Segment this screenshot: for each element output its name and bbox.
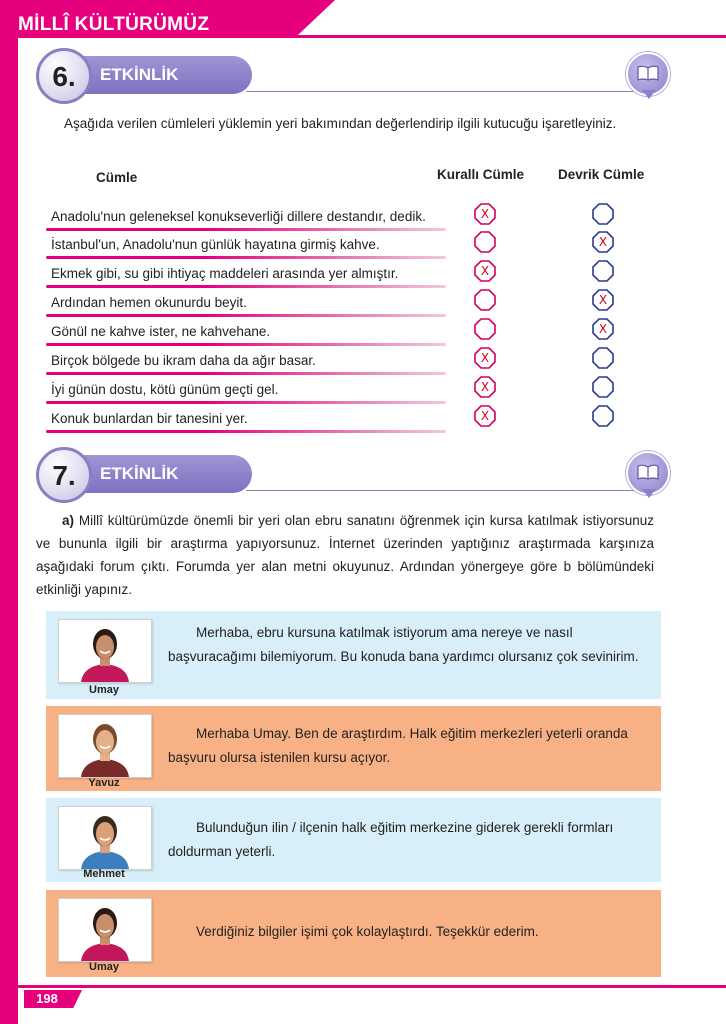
inverted-checkbox[interactable]: [592, 376, 614, 398]
activity-label: ETKİNLİK: [100, 464, 179, 483]
sentence-text: İyi günün dostu, kötü günüm geçti gel.: [51, 382, 279, 397]
check-mark: X: [598, 293, 608, 307]
book-icon: [637, 463, 659, 481]
activity-rule: [246, 490, 661, 491]
check-mark: [474, 231, 496, 253]
check-mark: [592, 405, 614, 427]
forum-message: [46, 798, 661, 882]
sentence-row: [46, 318, 646, 346]
book-icon: [637, 64, 659, 82]
left-margin-strip: [0, 0, 18, 1024]
column-header-regular: Kurallı Cümle: [437, 167, 525, 182]
check-mark: [592, 260, 614, 282]
paragraph-text: Millî kültürümüzde önemli bir yeri olan ebru sanatını öğrenmek için kursa katılmak istiyorsunuz ve bununla ilgili bir araştırma yapıyorsunuz. İnternet üzerinden yaptığınız araştırmada karşınıza aşağıdaki forum çıktı. Forumda yer alan metni okuyunuz. Ardından yönergeye göre b bölümündeki etkinliği yapınız.: [36, 513, 654, 597]
check-mark: X: [480, 351, 490, 365]
sentence-text: Konuk bunlardan bir tanesini yer.: [51, 411, 248, 426]
activity-number: 6.: [36, 48, 92, 104]
avatar: [58, 898, 152, 962]
sentence-text: İstanbul'un, Anadolu'nun günlük hayatına girmiş kahve.: [51, 237, 380, 252]
inverted-checkbox[interactable]: [592, 260, 614, 282]
sentence-row: [46, 260, 646, 288]
activity-6-instruction: Aşağıda verilen cümleleri yüklemin yeri bakımından değerlendirip ilgili kutucuğu işaretleyiniz.: [64, 116, 617, 131]
column-header-sentence: Cümle: [96, 170, 138, 185]
avatar: [58, 619, 152, 683]
regular-checkbox[interactable]: [474, 289, 496, 311]
message-text: Bulunduğun ilin / ilçenin halk eğitim merkezine giderek gerekli formları doldurman yeterli.: [168, 820, 614, 859]
activity-label: ETKİNLİK: [100, 65, 179, 84]
inverted-checkbox[interactable]: [592, 347, 614, 369]
part-label: a): [62, 513, 75, 528]
regular-checkbox[interactable]: [474, 318, 496, 340]
book-badge: [626, 52, 670, 96]
sentence-text: Ardından hemen okunurdu beyit.: [51, 295, 247, 310]
regular-checkbox[interactable]: [474, 405, 496, 427]
message-text: Verdiğiniz bilgiler işimi çok kolaylaştırdı. Teşekkür ederim.: [196, 924, 539, 939]
sentence-row: [46, 203, 646, 231]
check-mark: X: [598, 322, 608, 336]
forum-message: [46, 890, 661, 977]
sentence-text: Anadolu'nun geleneksel konukseverliği dillere destandır, dedik.: [51, 209, 426, 224]
activity-7-header: [36, 447, 676, 507]
avatar: [58, 714, 152, 778]
message-text: Merhaba Umay. Ben de araştırdım. Halk eğitim merkezleri yeterli oranda başvuru olursa istenilen kursu açıyor.: [168, 726, 628, 765]
sentence-underline: [46, 285, 446, 288]
sentence-row: [46, 231, 646, 259]
sentence-row: [46, 405, 646, 433]
sentence-underline: [46, 256, 446, 259]
page-number: 198: [36, 991, 58, 1006]
check-mark: X: [480, 380, 490, 394]
message-text: Merhaba, ebru kursuna katılmak istiyorum ama nereye ve nasıl başvuracağımı bilemiyorum. Bu konuda bana yardımcı olursanız çok sevinirim.: [168, 625, 639, 664]
check-mark: [474, 289, 496, 311]
author-name: Umay: [89, 684, 119, 696]
column-header-inverted: Devrik Cümle: [558, 167, 645, 182]
author-name: Mehmet: [83, 868, 125, 880]
activity-7-paragraph: [36, 509, 654, 601]
activity-rule: [246, 91, 661, 92]
regular-checkbox[interactable]: [474, 203, 496, 225]
avatar: [58, 806, 152, 870]
sentence-underline: [46, 314, 446, 317]
book-badge: [626, 451, 670, 495]
check-mark: X: [480, 264, 490, 278]
check-mark: X: [480, 207, 490, 221]
unit-title: MİLLÎ KÜLTÜRÜMÜZ: [18, 14, 210, 35]
check-mark: X: [480, 409, 490, 423]
sentence-underline: [46, 372, 446, 375]
regular-checkbox[interactable]: [474, 347, 496, 369]
sentence-underline: [46, 401, 446, 404]
sentence-text: Ekmek gibi, su gibi ihtiyaç maddeleri arasında yer almıştır.: [51, 266, 399, 281]
author-name: Yavuz: [88, 777, 120, 789]
forum-message: [46, 706, 661, 791]
check-mark: [592, 376, 614, 398]
inverted-checkbox[interactable]: [592, 318, 614, 340]
regular-checkbox[interactable]: [474, 376, 496, 398]
check-mark: [592, 347, 614, 369]
sentence-underline: [46, 343, 446, 346]
forum-message: [46, 611, 661, 699]
inverted-checkbox[interactable]: [592, 405, 614, 427]
sentence-row: [46, 347, 646, 375]
regular-checkbox[interactable]: [474, 260, 496, 282]
regular-checkbox[interactable]: [474, 231, 496, 253]
activity-6-header: [36, 48, 676, 108]
inverted-checkbox[interactable]: [592, 203, 614, 225]
inverted-checkbox[interactable]: [592, 289, 614, 311]
inverted-checkbox[interactable]: [592, 231, 614, 253]
activity-number: 7.: [36, 447, 92, 503]
author-name: Umay: [89, 961, 119, 973]
footer-rule: [0, 985, 726, 988]
sentence-row: [46, 289, 646, 317]
check-mark: [592, 203, 614, 225]
sentence-row: [46, 376, 646, 404]
sentence-text: Birçok bölgede bu ikram daha da ağır basar.: [51, 353, 316, 368]
check-mark: X: [598, 235, 608, 249]
check-mark: [474, 318, 496, 340]
sentence-underline: [46, 430, 446, 433]
sentence-text: Gönül ne kahve ister, ne kahvehane.: [51, 324, 271, 339]
